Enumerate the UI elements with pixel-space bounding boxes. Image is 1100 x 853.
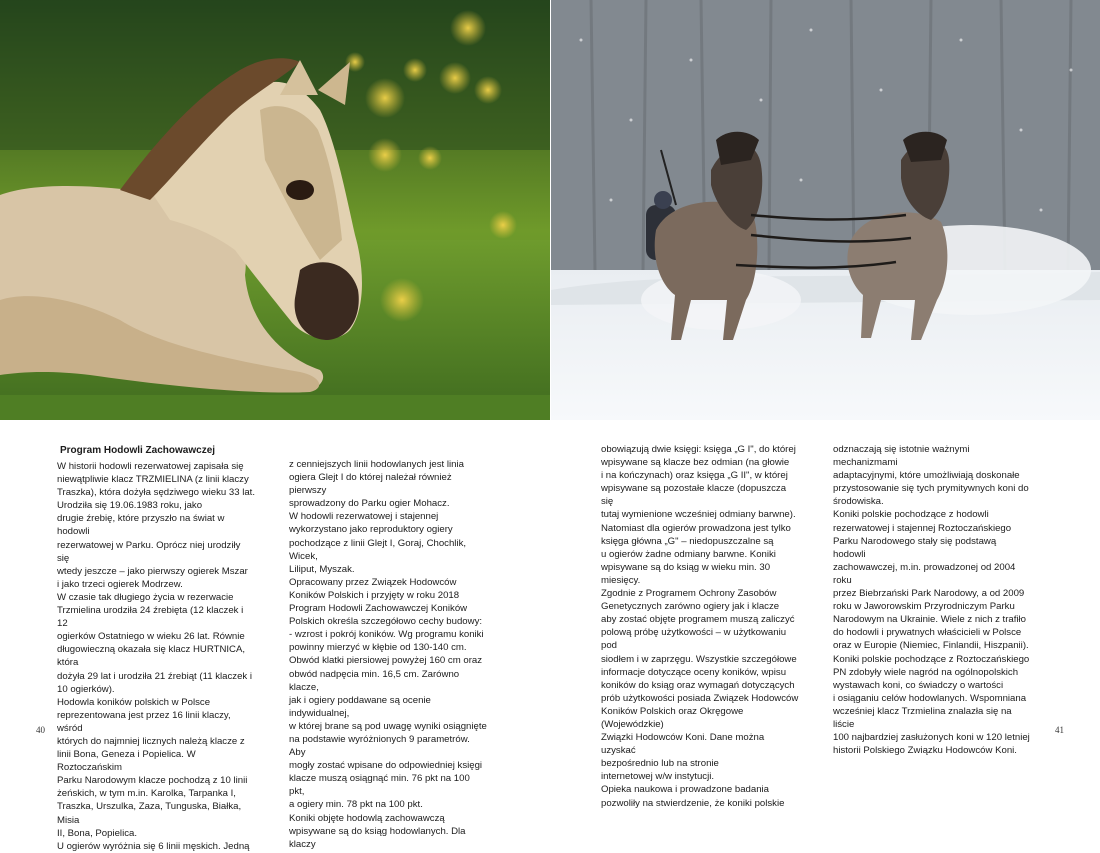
- column-2-text: z cenniejszych linii hodowlanych jest linia ogiera Glejt I do której należał również pierwszy sprowadzony do Parku ogier Mohacz. W hodowli rezerwatowej i stajennej wykorzystano jako reproduktory ogiery pochodzące z linii Glejt I, Goraj, Chochlik, Wicek, Liliput, Myszak. Opracowany przez Związek Hodowców Koników Polskich i przyjęty w roku 2018 Program Hodowli Zachowawczej Koników Polskich określa szczegółowo cechy budowy: - wzrost i pokrój koników. Wg programu koniki powinny mierzyć w kłębie od 130-140 cm. Obwód klatki piersiowej powyżej 160 cm oraz obwód nadpęcia min. 16,5 cm. Zarówno klacze, jak i ogiery poddawane są ocenie indywidualnej, w której brane są pod uwagę wyniki osiągnięte na podstawie wyróżnionych 9 parametrów. Aby mogły zostać wpisane do odpowiedniej księgi klacze muszą osiągnąć min. 76 pkt na 100 pkt, a ogiery min. 78 pkt na 100 pkt. Koniki objęte hodowlą zachowawczą wpisywane są do ksiąg hodowlanych. Dla klaczy: [289, 459, 487, 850]
- column-3-text: obowiązują dwie księgi: księga „G I", do której wpisywane są klacze bez odmian (na głowie i na kończynach) oraz księga „G II", w której wpisywane są pozostałe klacze (dopuszcza się tutaj wymienione wcześniej odmiany barwne). Natomiast dla ogierów prowadzona jest tylko księga główna „G" – niedopuszczalne są u ogierów żadne odmiany barwne. Koniki wpisywane są do ksiąg w wieku min. 30 miesięcy. Zgodnie z Programem Ochrony Zasobów Genetycznych zarówno ogiery jak i klacze aby zostać objęte programem muszą zaliczyć polową próbę użytkowości – w użytkowaniu pod siodłem i w zaprzęgu. Wszystkie szczegółowe informacje dotyczące oceny koników, wpisu koników do ksiąg oraz wymagań dotyczących prób użytkowości posiada Związek Hodowców Koników Polskich oraz Okręgowe (Wojewódzkie) Związki Hodowców Koni. Dane można uzyskać bezpośrednio lub na stronie internetowej w/w instytucji. Opieka naukowa i prowadzone badania pozwoliły na stwierdzenie, że koniki polskie: [601, 444, 799, 809]
- page-number-right: 41: [1055, 725, 1064, 735]
- foal-illustration: [0, 0, 550, 420]
- article-heading: Program Hodowli Zachowawczej: [60, 445, 216, 456]
- text-column-3: [601, 443, 799, 810]
- text-column-1: [57, 444, 255, 853]
- column-4-text: odznaczają się istotnie ważnymi mechanizmami adaptacyjnymi, które umożliwiają doskonałe przystosowanie się tych prymitywnych koni do środowiska. Koniki polskie pochodzące z hodowli rezerwatowej i stajennej Roztoczańskiego Parku Narodowego stały się podstawą hodowli zachowawczej, m.in. prowadzonej od 2004 roku przez Biebrzański Park Narodowy, a od 2009 roku w Jaworowskim Przyrodniczym Parku Narodowym na Ukrainie. Wiele z nich z trafiło do hodowli i prywatnych właścicieli w Polsce oraz w Europie (Niemiec, Finlandii, Hiszpanii). Koniki polskie pochodzące z Roztoczańskiego PN zdobyły wiele nagród na ogólnopolskich wystawach koni, co świadczy o wartości i osiąganiu celów hodowlanych. Wspomniana wcześniej klacz Trzmielina znalazła się na liście 100 najbardziej zasłużonych koni w 120 letniej historii Polskiego Związku Hodowców Koni.: [833, 444, 1030, 757]
- text-column-2: [289, 458, 487, 851]
- horses-in-snow-photo: [551, 0, 1100, 420]
- page-number-left: 40: [36, 725, 45, 735]
- text-column-4: [833, 443, 1031, 757]
- foal-photo: [0, 0, 550, 420]
- column-1-text: W historii hodowli rezerwatowej zapisała się niewątpliwie klacz TRZMIELINA (z linii klaczy Traszka), która dożyła sędziwego wieku 33 lat. Urodziła się 19.06.1983 roku, jako drugie źrebię, które przyszło na świat w hodowli rezerwatowej w Parku. Oprócz niej urodziły się wtedy jeszcze – jako pierwszy ogierek Mszar i jako trzeci ogierek Modrzew. W czasie tak długiego życia w rezerwacie Trzmielina urodziła 24 źrebięta (12 klaczek i 12 ogierków Ostatniego w wieku 26 lat. Równie długowieczną okazała się klacz HURTNICA, która dożyła 29 lat i urodziła 21 źrebiąt (11 klaczek i 10 ogierków). Hodowla koników polskich w Polsce reprezentowana jest przez 16 linii klaczy, wśród których do najmniej licznych należą klacze z linii Bona, Geneza i Popielica. W Roztoczańskim Parku Narodowym klacze pochodzą z 10 linii żeńskich, w tym m.in. Karolka, Tarpanka I, Traszka, Urszulka, Zaza, Tunguska, Białka, Misia II, Bona, Popielica. U ogierów wyróżnia się 6 linii męskich. Jedną: [57, 461, 256, 852]
- horses-in-snow-illustration: [551, 0, 1100, 420]
